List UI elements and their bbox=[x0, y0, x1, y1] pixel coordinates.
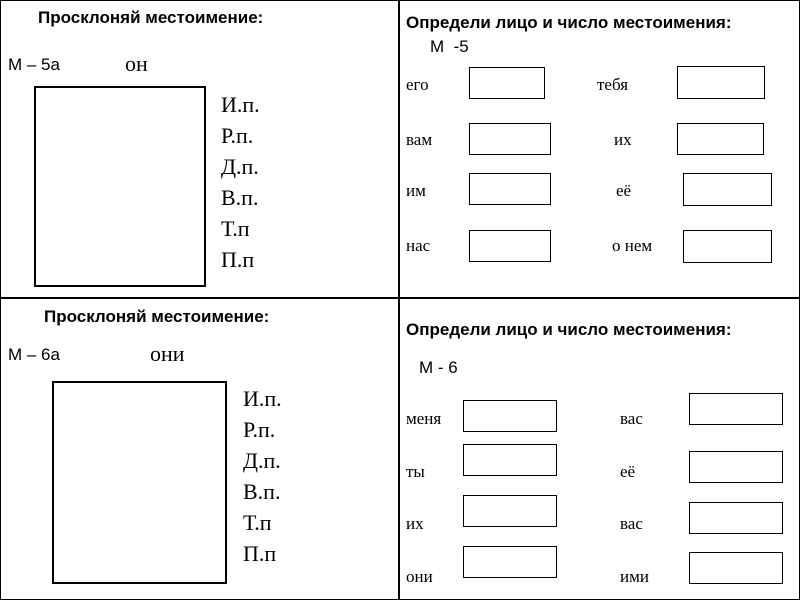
vertical-divider bbox=[398, 0, 400, 600]
top-right-title: Определи лицо и число местоимения: bbox=[406, 13, 732, 32]
case-label: И.п. bbox=[221, 92, 260, 117]
answer-box[interactable] bbox=[463, 546, 557, 578]
answer-box[interactable] bbox=[677, 66, 765, 99]
word-label: их bbox=[614, 130, 632, 149]
bottom-left-case-list bbox=[243, 383, 282, 569]
answer-box[interactable] bbox=[683, 173, 772, 206]
top-left-title: Просклоняй местоимение: bbox=[38, 8, 264, 27]
top-left-card-code: М – 5а bbox=[8, 55, 60, 74]
case-label: П.п bbox=[243, 541, 277, 566]
case-label: Д.п. bbox=[243, 448, 281, 473]
bottom-left-pronoun: они bbox=[150, 341, 185, 366]
case-label: В.п. bbox=[221, 185, 259, 210]
answer-box[interactable] bbox=[689, 552, 783, 584]
answer-box[interactable] bbox=[469, 123, 551, 155]
case-label: Д.п. bbox=[221, 154, 259, 179]
word-label: вас bbox=[620, 409, 643, 428]
word-label: меня bbox=[406, 409, 442, 428]
answer-box[interactable] bbox=[677, 123, 764, 155]
word-label: её bbox=[616, 181, 632, 200]
word-label: его bbox=[406, 75, 429, 94]
word-label: вас bbox=[620, 514, 643, 533]
border-left bbox=[0, 0, 1, 600]
word-label: они bbox=[406, 567, 433, 586]
answer-box[interactable] bbox=[469, 173, 551, 205]
case-label: Т.п bbox=[221, 216, 250, 241]
word-label: ими bbox=[620, 567, 649, 586]
case-label: Т.п bbox=[243, 510, 272, 535]
answer-box[interactable] bbox=[689, 451, 783, 483]
top-left-answer-box[interactable] bbox=[34, 86, 206, 287]
top-left-pronoun: он bbox=[125, 51, 148, 76]
bottom-right-card-code: М - 6 bbox=[419, 358, 458, 377]
answer-box[interactable] bbox=[463, 444, 557, 476]
case-label: Р.п. bbox=[221, 123, 254, 148]
bottom-left-title: Просклоняй местоимение: bbox=[44, 307, 270, 326]
word-label: тебя bbox=[597, 75, 629, 94]
word-label: её bbox=[620, 462, 636, 481]
answer-box[interactable] bbox=[463, 495, 557, 527]
case-label: И.п. bbox=[243, 386, 282, 411]
answer-box[interactable] bbox=[463, 400, 557, 432]
answer-box[interactable] bbox=[689, 393, 783, 425]
word-label: вам bbox=[406, 130, 433, 149]
answer-box[interactable] bbox=[683, 230, 772, 263]
answer-box[interactable] bbox=[689, 502, 783, 534]
top-left-case-list bbox=[221, 89, 260, 275]
top-right-card-code: М -5 bbox=[430, 37, 469, 56]
word-label: их bbox=[406, 514, 424, 533]
case-label: В.п. bbox=[243, 479, 281, 504]
case-label: Р.п. bbox=[243, 417, 276, 442]
case-label: П.п bbox=[221, 247, 255, 272]
horizontal-divider bbox=[0, 297, 800, 299]
word-label: им bbox=[406, 181, 426, 200]
word-label: нас bbox=[406, 236, 431, 255]
word-label: о нем bbox=[612, 236, 653, 255]
answer-box[interactable] bbox=[469, 230, 551, 262]
border-top bbox=[0, 0, 800, 1]
bottom-left-answer-box[interactable] bbox=[52, 381, 227, 584]
word-label: ты bbox=[406, 462, 425, 481]
bottom-right-title: Определи лицо и число местоимения: bbox=[406, 320, 732, 339]
answer-box[interactable] bbox=[469, 67, 545, 99]
bottom-left-card-code: М – 6а bbox=[8, 345, 60, 364]
